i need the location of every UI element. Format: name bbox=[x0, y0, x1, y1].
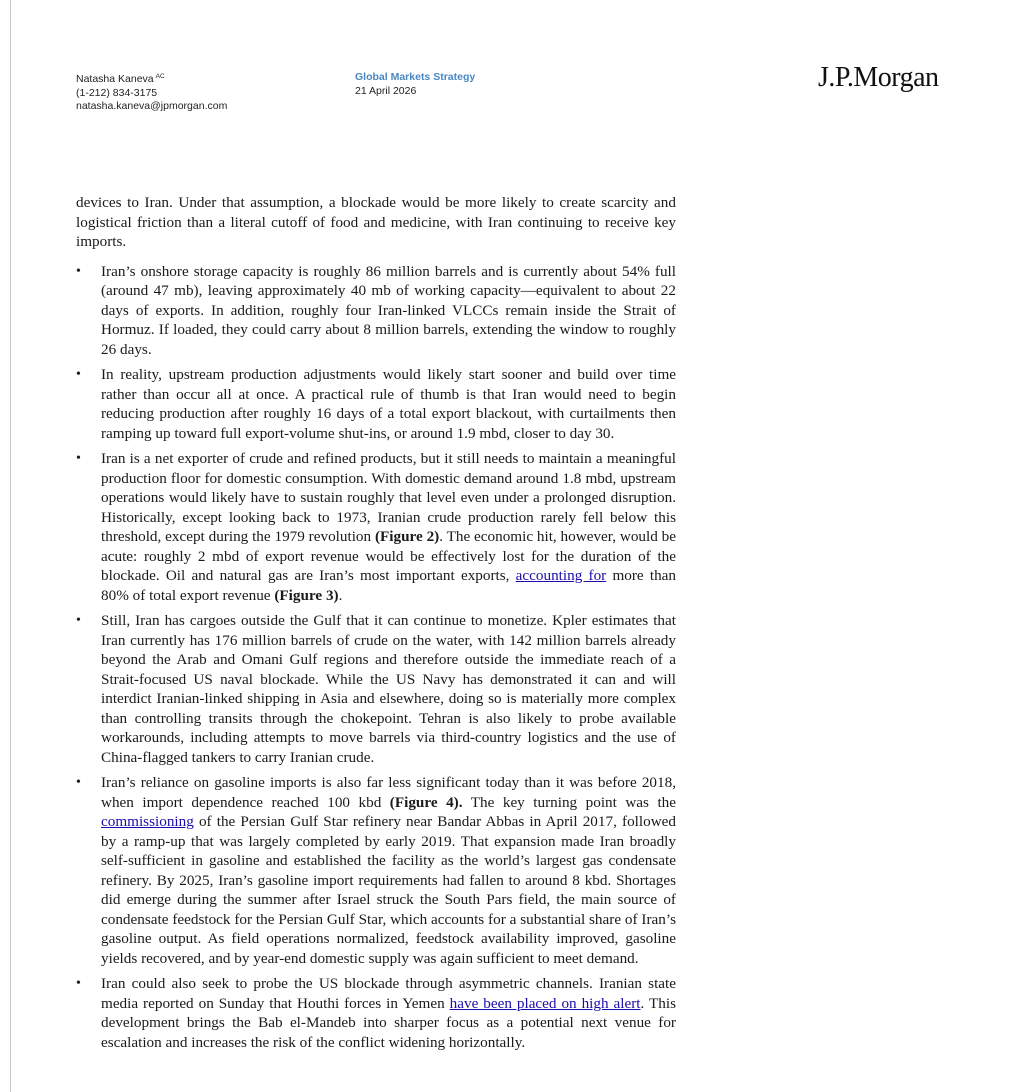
list-item bbox=[76, 611, 676, 767]
bullet-text: The key turning point was the bbox=[462, 793, 676, 811]
bullet-text: Iran’s onshore storage capacity is roughly 86 million barrels and is currently about 54% full (around 47 mb), leaving approximately 40 mb of working capacity—equivalent to about 22 days of exports. In addition, roughly four Iran-linked VLCCs remain inside the Strait of Hormuz. If loaded, they could carry about 8 million barrels, extending the window to roughly 26 days. bbox=[101, 262, 676, 358]
bullet-text: . bbox=[338, 586, 343, 604]
author-name: Natasha Kaneva bbox=[76, 73, 154, 85]
article-body bbox=[76, 193, 676, 1058]
bullet-text: Iran’s reliance on gasoline imports is also far less significant today than it was before 2018, when import dependence reached 100 kbd bbox=[101, 774, 676, 811]
list-item bbox=[76, 974, 676, 1052]
page-edge bbox=[10, 0, 11, 1092]
accounting-for-link[interactable]: accounting for bbox=[515, 567, 607, 584]
list-item bbox=[76, 262, 676, 360]
bullet-text: . The economic hit, however, would be acute: roughly 2 mbd of export revenue would be effectively lost for the duration of the blockade. Oil and natural gas are Iran’s most important exports, bbox=[101, 528, 676, 584]
bullet-text: Iran could also seek to probe the US blockade through asymmetric channels. Iranian state media reported on Sunday that Houthi forces in Yemen bbox=[101, 975, 676, 1012]
bullet-icon: • bbox=[76, 263, 81, 279]
figure-4-ref: (Figure 4). bbox=[389, 793, 463, 811]
bullet-text: Iran is a net exporter of crude and refined products, but it still needs to maintain a meaningful production floor for domestic consumption. With domestic demand around 1.8 mbd, upstream operations would likely have to sustain roughly that level even under a prolonged disruption. Historically, except looking back to 1973, Iranian crude production rarely fell below this threshold, except during the 1979 revolution bbox=[101, 450, 676, 545]
bullet-list bbox=[76, 262, 676, 1053]
list-item bbox=[76, 449, 676, 605]
author-sup: AC bbox=[155, 73, 165, 80]
bullet-text: In reality, upstream production adjustments would likely start sooner and build over time rather than occur all at once. A practical rule of thumb is that Iran would need to begin reducing production after roughly 16 days of a total export blackout, with curtailments then ramping up toward full export-volume shut-ins, or around 1.9 mbd, closer to day 30. bbox=[101, 366, 676, 442]
commissioning-link[interactable]: commissioning bbox=[101, 813, 194, 830]
figure-2-ref: (Figure 2) bbox=[374, 528, 440, 545]
intro-paragraph: devices to Iran. Under that assumption, a blockade would be more likely to create scarcity and logistical friction than a literal cutoff of food and medicine, with Iran continuing to receive key imports. bbox=[76, 194, 676, 250]
author-block bbox=[76, 70, 227, 114]
bullet-text: more than 80% of total export revenue bbox=[101, 567, 677, 604]
section-title: Global Markets Strategy bbox=[355, 71, 476, 83]
list-item bbox=[76, 365, 676, 443]
jpmorgan-logo: J.P.Morgan bbox=[818, 62, 939, 93]
bullet-icon: • bbox=[76, 367, 81, 382]
report-info bbox=[355, 71, 475, 98]
author-phone: (1-212) 834-3175 bbox=[76, 86, 158, 99]
bullet-icon: • bbox=[76, 976, 81, 991]
bullet-icon: • bbox=[76, 451, 81, 466]
bullet-icon: • bbox=[76, 775, 81, 790]
bullet-icon: • bbox=[76, 613, 81, 628]
figure-3-ref: (Figure 3) bbox=[274, 586, 339, 604]
list-item bbox=[76, 773, 676, 968]
high-alert-link[interactable]: have been placed on high alert bbox=[449, 994, 641, 1012]
report-date: 21 April 2026 bbox=[355, 84, 417, 97]
author-name-line bbox=[76, 70, 227, 87]
author-email[interactable]: natasha.kaneva@jpmorgan.com bbox=[76, 100, 228, 112]
bullet-text: . This development brings the Bab el-Mandeb into sharper focus as a potential next venue for escalation and increases the risk of the conflict widening horizontally. bbox=[101, 994, 677, 1051]
bullet-text: of the Persian Gulf Star refinery near Bandar Abbas in April 2017, followed by a ramp-up that was largely completed by early 2019. That expansion made Iran broadly self-sufficient in gasoline and established the facility as the world’s largest gas condensate refinery. By 2025, Iran’s gasoline import requirements had fallen to around 8 kbd. Shortages did emerge during the summer after Israel struck the South Pars field, the main source of condensate feedstock for the Persian Gulf Star, which accounts for a substantial share of Iran’s gasoline output. As field operations normalized, feedstock availability improved, gasoline yields recovered, and by year-end domestic supply was again sufficient to meet demand. bbox=[101, 813, 676, 967]
bullet-text: Still, Iran has cargoes outside the Gulf that it can continue to monetize. Kpler estimates that Iran currently has 176 million barrels of crude on the water, with 142 million barrels already beyond the Arab and Omani Gulf regions and therefore outside the immediate reach of a Strait-focused US naval blockade. While the US Navy has demonstrated it can and will interdict Iranian-linked shipping in Asia and elsewhere, doing so is materially more complex than controlling transits through the chokepoint. Tehran is also likely to probe available workarounds, including attempts to move barrels via third-country logistics and the use of China-flagged tankers to carry Iranian crude. bbox=[101, 612, 676, 766]
